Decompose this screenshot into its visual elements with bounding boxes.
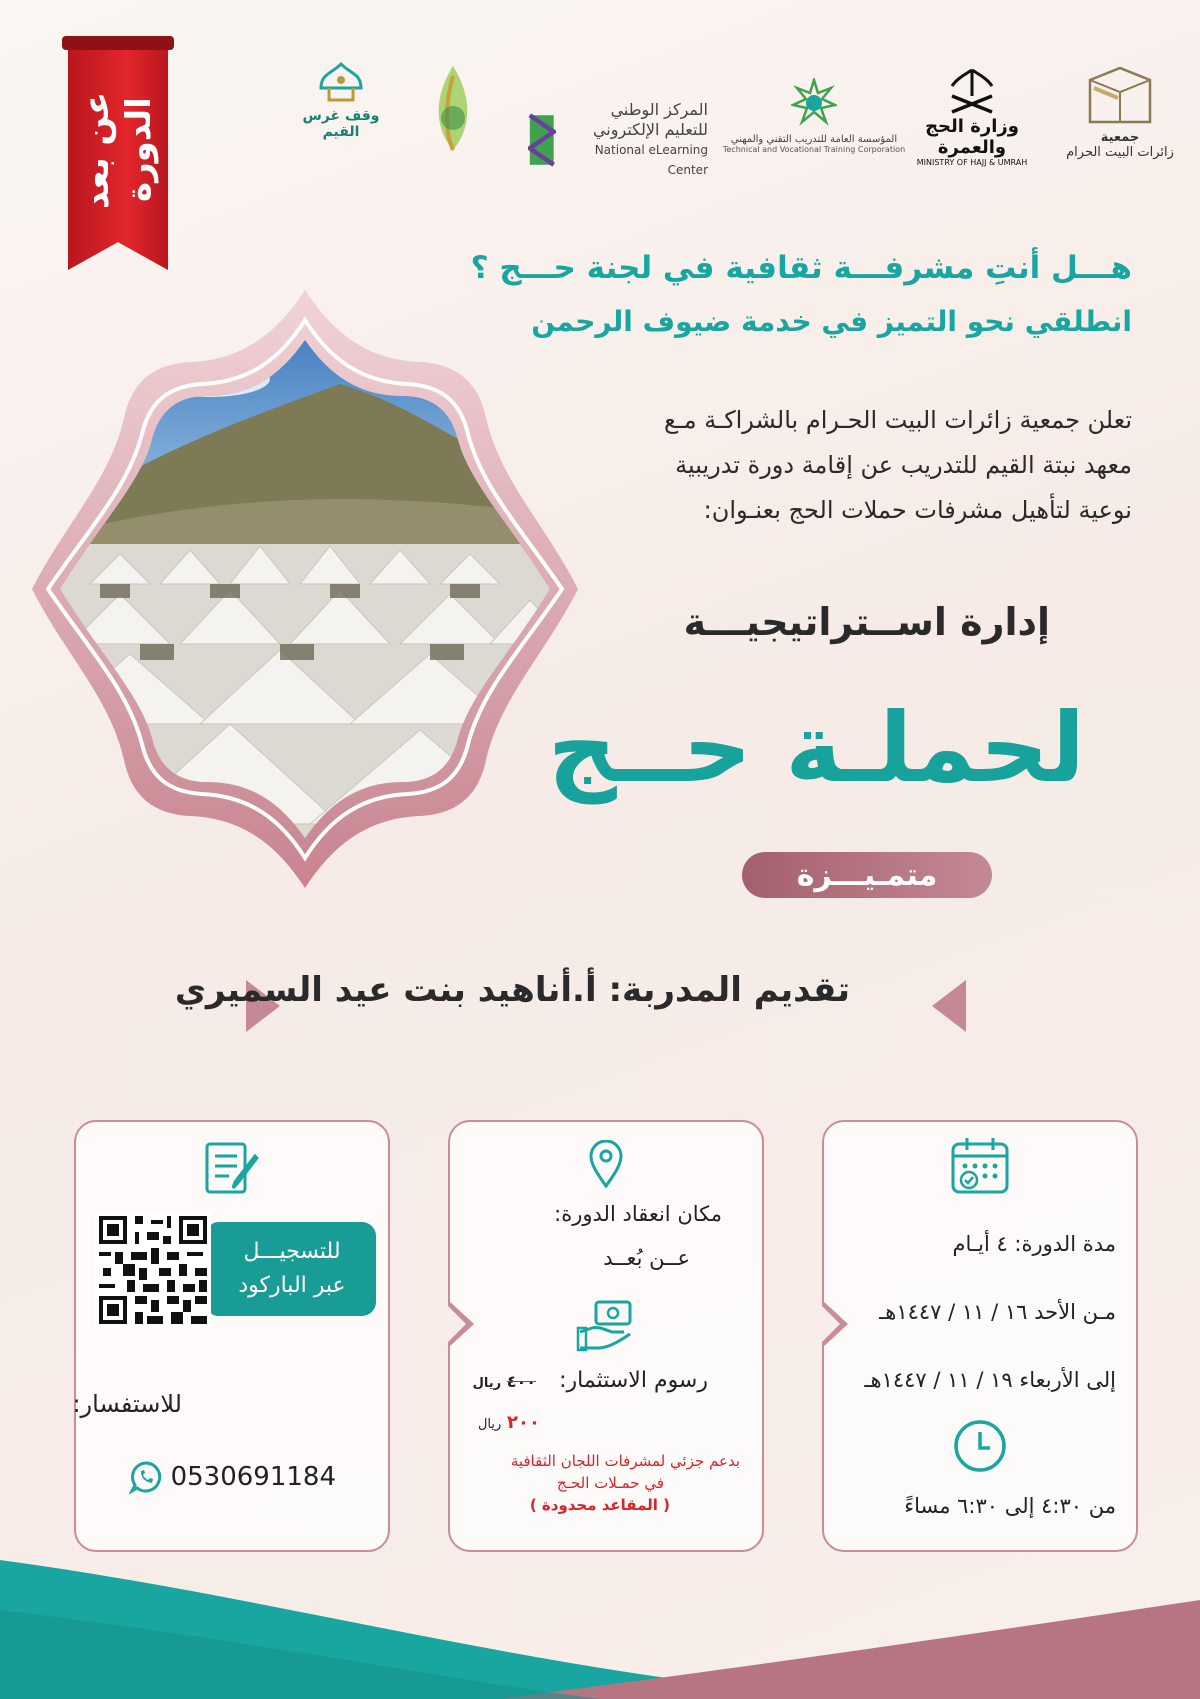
zaerat-ar2: زائرات البيت الحرام — [1066, 145, 1174, 160]
tvtc-en: Technical and Vocational Training Corporation — [722, 145, 906, 154]
fee-old-price — [473, 1372, 536, 1391]
fee-note3: ( المقاعد محدودة ) — [529, 1496, 670, 1514]
nelc-ar2: للتعليم الإلكتروني — [592, 120, 708, 139]
intro-line1: تعلن جمعية زائرات البيت الحـرام بالشراكـة مـع — [664, 406, 1132, 434]
money-hand-icon — [576, 1298, 636, 1352]
ribbon-roll — [62, 36, 174, 50]
old-price-currency: ريال — [472, 1376, 502, 1391]
logo-tvtc — [716, 78, 912, 154]
ribbon-line1: عن بعد — [77, 91, 117, 209]
headline-tagline: انطلقي نحو التميز في خدمة ضيوف الرحمن — [531, 305, 1132, 338]
nelc-ar1: المركز الوطني — [610, 100, 708, 119]
ministry-ar: وزارة الحج والعمرة — [925, 116, 1019, 158]
leaf-icon — [426, 60, 480, 156]
location-value: عــن بُعــد — [603, 1246, 690, 1270]
clock-icon — [952, 1418, 1008, 1474]
nelc-icon — [528, 111, 556, 169]
duration-from: مـن الأحد ١٦ / ١١ / ١٤٤٧هـ — [879, 1300, 1116, 1324]
old-price-value: ٤٠٠ — [506, 1372, 536, 1391]
phone-number[interactable]: 0530691184 — [170, 1462, 336, 1492]
fee-note2: في حمـلات الحـج — [556, 1474, 664, 1492]
card-notch-2-inner — [446, 1304, 466, 1344]
logo-waqf-text: وقف غرس القيم — [302, 108, 380, 140]
trainer-name: تقديم المدربة: أ.أناهيد بنت عيد السميري — [174, 970, 850, 1010]
course-title-line1: إدارة اســتراتيجيـــة — [683, 600, 1050, 644]
headline-question: هـــل أنتِ مشرفـــة ثقافية في لجنة حـــج ؟ — [470, 250, 1132, 286]
form-pen-icon — [203, 1140, 261, 1196]
fee-label: رسوم الاستثمار: — [559, 1368, 708, 1393]
phone-row[interactable] — [129, 1460, 336, 1494]
photo-frame — [30, 284, 580, 894]
trainer-arrow-right — [932, 980, 966, 1032]
duration-to: إلى الأربعاء ١٩ / ١١ / ١٤٤٧هـ — [864, 1368, 1116, 1392]
intro-text — [572, 398, 1132, 533]
tvtc-ar: المؤسسة العامة للتدريب التقني والمهني — [730, 134, 898, 145]
logo-nelc — [528, 100, 708, 180]
kaaba-icon — [1080, 62, 1160, 130]
calendar-icon — [949, 1136, 1011, 1196]
register-line2: عبر الباركود — [238, 1273, 346, 1298]
register-badge — [208, 1222, 376, 1316]
course-title-line2: لحملـة حــج — [547, 692, 1085, 804]
ribbon-line2: الدورة — [119, 97, 159, 203]
logo-zaerat — [1062, 62, 1178, 160]
registration-qr-code[interactable] — [94, 1212, 212, 1328]
whatsapp-icon — [129, 1460, 163, 1494]
card-notch-1-inner — [820, 1304, 840, 1344]
card-location — [448, 1120, 764, 1552]
nelc-en: National eLearning Center — [594, 143, 708, 177]
new-price-value: ٢٠٠ — [507, 1412, 540, 1433]
card-duration — [822, 1120, 1138, 1552]
fee-note1: بدعم جزئي لمشرفات اللجان الثقافية — [510, 1452, 740, 1470]
card-register — [74, 1120, 390, 1552]
ministry-en: MINISTRY OF HAJJ & UMRAH — [916, 158, 1028, 167]
logo-ministry — [912, 66, 1032, 167]
zaerat-ar1: جمعية — [1100, 130, 1140, 145]
palm-swords-icon — [946, 66, 998, 116]
new-price-currency: ريال — [477, 1417, 502, 1432]
inquiry-label: للاستفسار: — [72, 1390, 182, 1418]
intro-line2: معهد نبتة القيم للتدريب عن إقامة دورة تدريبية — [675, 451, 1132, 479]
location-pin-icon — [588, 1140, 624, 1188]
tvtc-icon — [791, 78, 837, 128]
course-title-pill: متمـيـــزة — [742, 852, 992, 898]
intro-line3: نوعية لتأهيل مشرفات حملات الحج بعنـوان: — [703, 496, 1132, 524]
duration-label: مدة الدورة: ٤ أيـام — [952, 1232, 1116, 1256]
fee-new-price — [478, 1412, 540, 1433]
logo-waqf — [296, 60, 386, 140]
location-label: مكان انعقاد الدورة: — [554, 1202, 722, 1226]
register-line1: للتسجيـــل — [243, 1239, 341, 1264]
ribbon-text — [68, 70, 168, 230]
bottom-wave — [0, 1540, 1200, 1699]
mosque-icon — [311, 60, 371, 108]
duration-time: من ٤:٣٠ إلى ٦:٣٠ مساءً — [904, 1494, 1116, 1518]
logo-nabtat — [418, 60, 488, 156]
